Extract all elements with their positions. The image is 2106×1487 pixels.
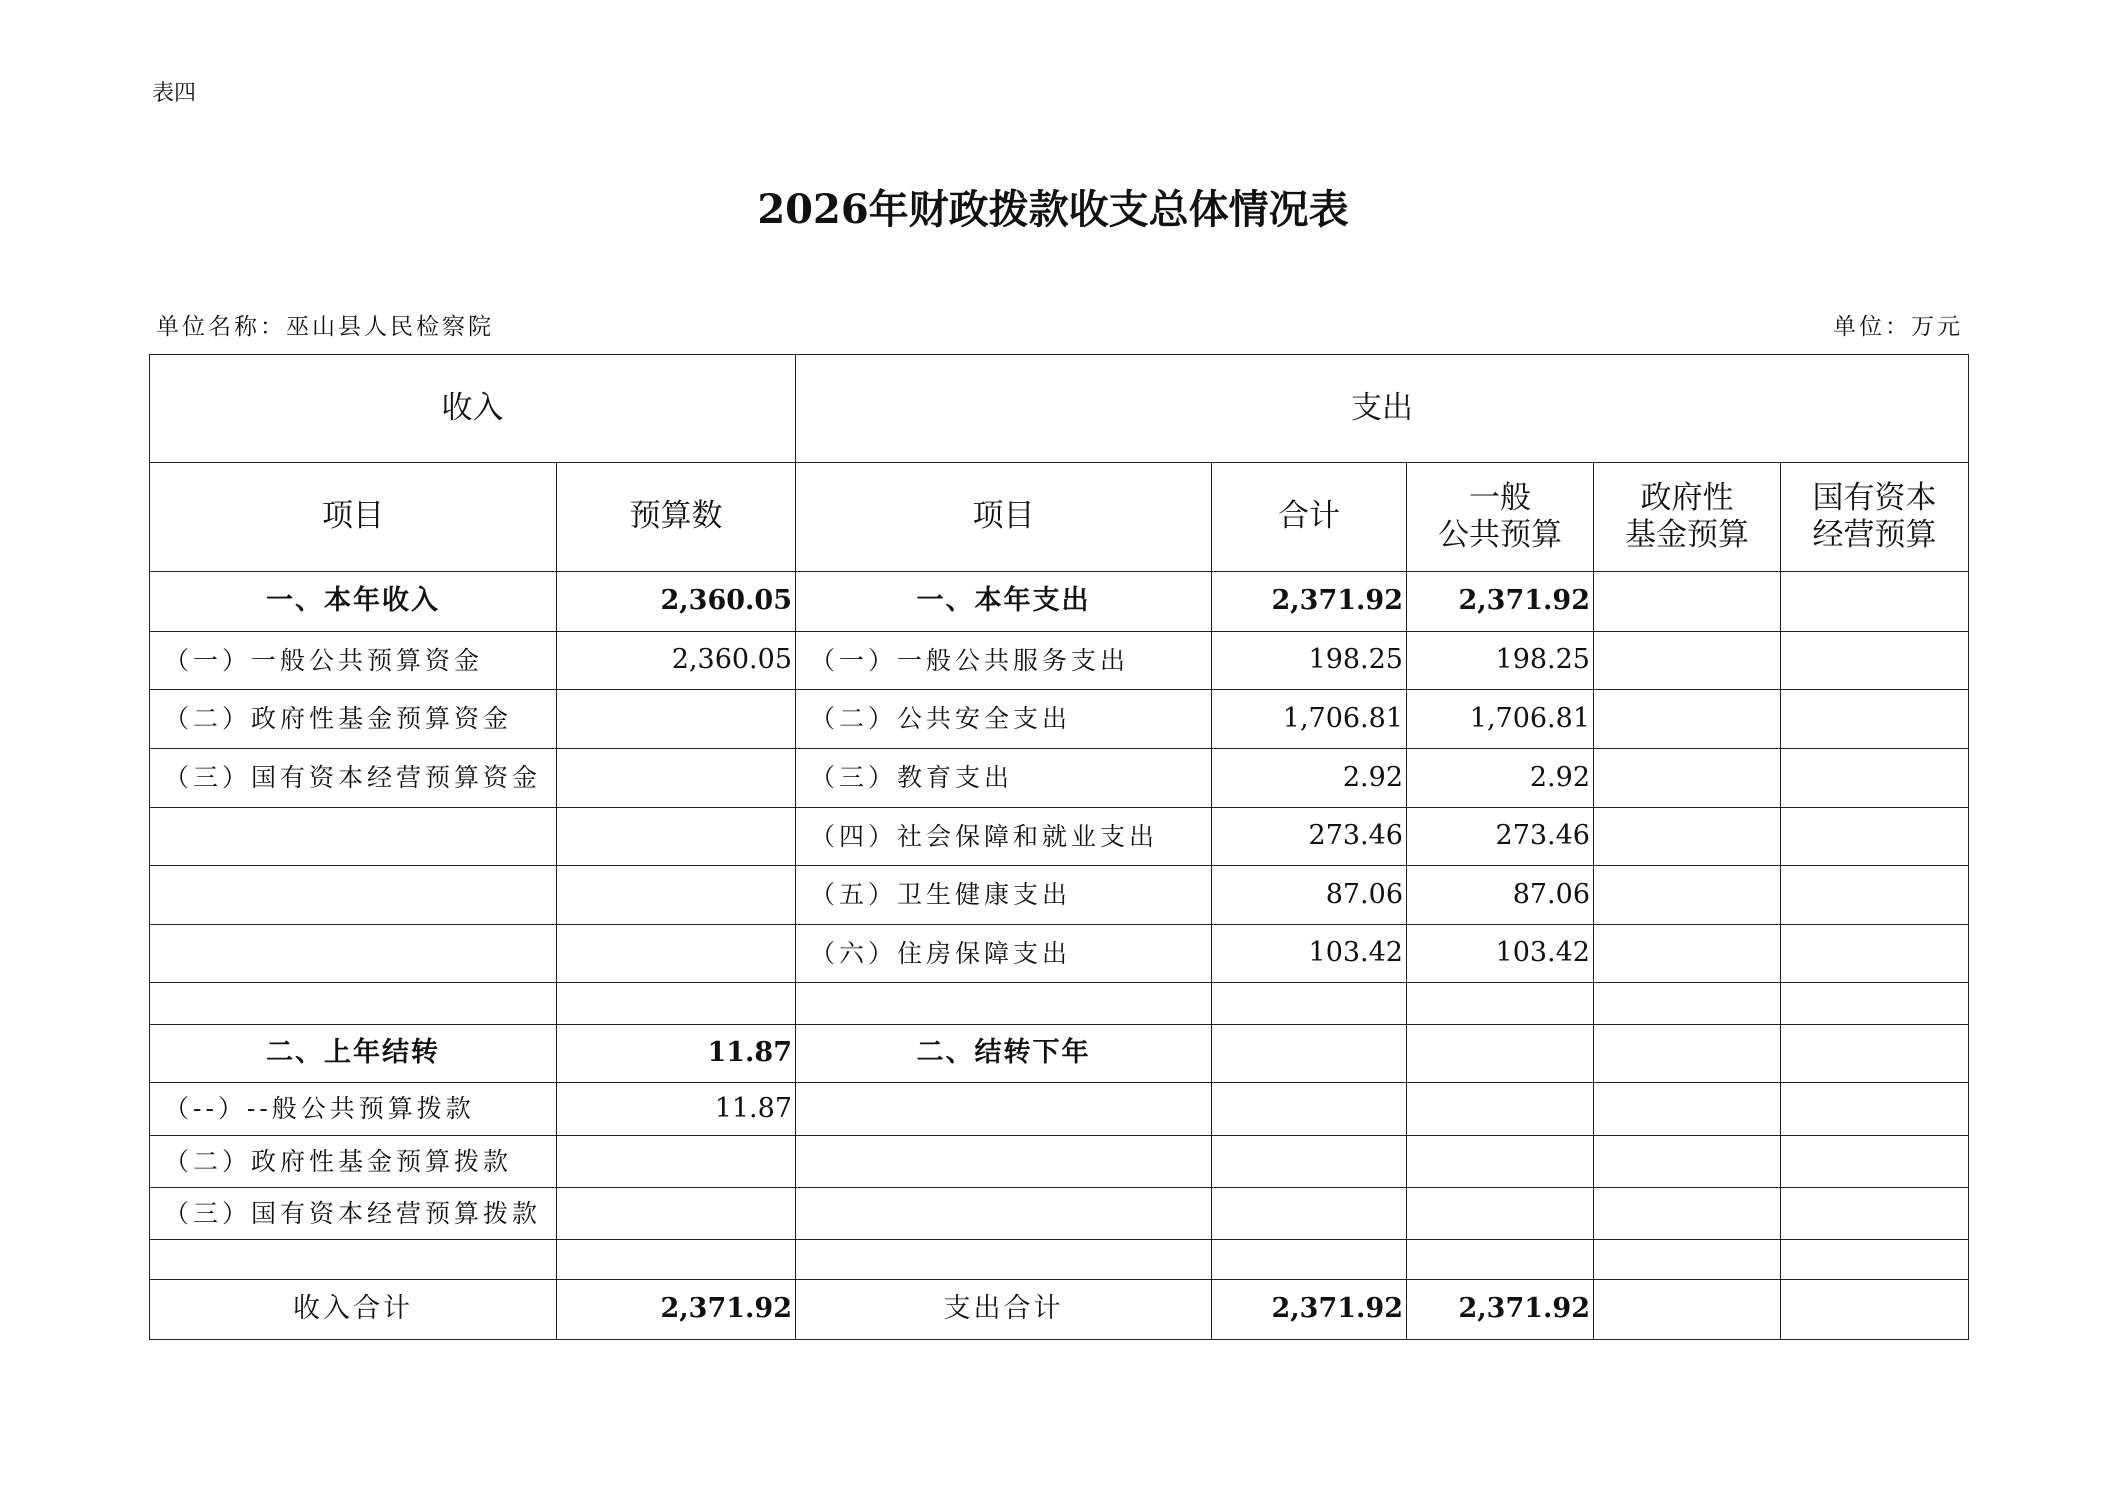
expense-total-cell xyxy=(1212,983,1407,1025)
income-amount-cell xyxy=(557,749,796,808)
income-item-cell xyxy=(150,866,557,925)
expense-state-capital-cell xyxy=(1781,1025,1969,1083)
table-row xyxy=(150,749,1969,808)
income-item-cell xyxy=(150,925,557,983)
expense-item-cell: （六）住房保障支出 xyxy=(796,925,1212,983)
expense-total-cell: 1,706.81 xyxy=(1212,690,1407,749)
table-row xyxy=(150,808,1969,866)
expense-general-cell xyxy=(1407,983,1594,1025)
expense-gov-fund-cell xyxy=(1594,808,1781,866)
expense-header: 支出 xyxy=(796,355,1969,463)
income-item-cell xyxy=(150,808,557,866)
expense-item-cell xyxy=(796,983,1212,1025)
income-amount-cell xyxy=(557,925,796,983)
expense-item-cell: 一、本年支出 xyxy=(796,572,1212,632)
income-amount-cell xyxy=(557,1240,796,1280)
expense-general-cell: 273.46 xyxy=(1407,808,1594,866)
table-row xyxy=(150,572,1969,632)
table-row xyxy=(150,925,1969,983)
expense-total-amount: 2,371.92 xyxy=(1212,1280,1407,1340)
expense-item-cell: 二、结转下年 xyxy=(796,1025,1212,1083)
expense-item-cell xyxy=(796,1188,1212,1240)
expense-total-cell: 103.42 xyxy=(1212,925,1407,983)
expense-total-cell: 2.92 xyxy=(1212,749,1407,808)
unit-measure: 单位：万元 xyxy=(1833,314,1963,340)
income-amount-cell: 2,360.05 xyxy=(557,632,796,690)
expense-state-capital-cell xyxy=(1781,572,1969,632)
expense-gov-fund-cell xyxy=(1594,1240,1781,1280)
document-title: 2026年财政拨款收支总体情况表 xyxy=(757,186,1349,233)
income-amount-cell xyxy=(557,808,796,866)
income-budget-header: 预算数 xyxy=(557,463,796,572)
income-item-cell: （二）政府性基金预算拨款 xyxy=(150,1136,557,1188)
expense-gov-fund-cell xyxy=(1594,690,1781,749)
income-amount-cell xyxy=(557,983,796,1025)
expense-general-cell: 2.92 xyxy=(1407,749,1594,808)
expense-item-cell: （二）公共安全支出 xyxy=(796,690,1212,749)
table-row xyxy=(150,632,1969,690)
income-amount-cell: 11.87 xyxy=(557,1083,796,1136)
expense-general-cell: 103.42 xyxy=(1407,925,1594,983)
expense-state-capital-cell xyxy=(1781,690,1969,749)
expense-state-capital-cell xyxy=(1781,632,1969,690)
group-header-row xyxy=(150,355,1969,463)
income-item-cell xyxy=(150,983,557,1025)
expense-item-cell: （一）一般公共服务支出 xyxy=(796,632,1212,690)
unit-name: 单位名称：巫山县人民检察院 xyxy=(156,314,494,340)
expense-general-cell: 1,706.81 xyxy=(1407,690,1594,749)
expense-state-capital-cell xyxy=(1781,808,1969,866)
expense-general-cell xyxy=(1407,1188,1594,1240)
table-row xyxy=(150,1188,1969,1240)
expense-total-cell: 87.06 xyxy=(1212,866,1407,925)
table-row xyxy=(150,1136,1969,1188)
expense-total-cell xyxy=(1212,1240,1407,1280)
expense-gov-fund-cell xyxy=(1594,866,1781,925)
expense-general-cell: 198.25 xyxy=(1407,632,1594,690)
expense-state-capital-total xyxy=(1781,1280,1969,1340)
income-item-cell: 二、上年结转 xyxy=(150,1025,557,1083)
totals-row xyxy=(150,1280,1969,1340)
income-amount-cell: 11.87 xyxy=(557,1025,796,1083)
table-row xyxy=(150,1025,1969,1083)
income-item-cell xyxy=(150,1240,557,1280)
income-amount-cell: 2,360.05 xyxy=(557,572,796,632)
income-item-cell: 一、本年收入 xyxy=(150,572,557,632)
expense-item-cell: （五）卫生健康支出 xyxy=(796,866,1212,925)
expense-general-cell xyxy=(1407,1136,1594,1188)
income-total-amount: 2,371.92 xyxy=(557,1280,796,1340)
expense-item-cell: （三）教育支出 xyxy=(796,749,1212,808)
table-row xyxy=(150,983,1969,1025)
expense-gov-fund-cell xyxy=(1594,1025,1781,1083)
expense-total-cell xyxy=(1212,1136,1407,1188)
expense-gov-fund-cell xyxy=(1594,749,1781,808)
expense-state-capital-cell xyxy=(1781,1240,1969,1280)
expense-total-cell: 198.25 xyxy=(1212,632,1407,690)
income-item-header: 项目 xyxy=(150,463,557,572)
table-label: 表四 xyxy=(152,81,197,106)
income-item-cell: （三）国有资本经营预算拨款 xyxy=(150,1188,557,1240)
expense-gov-fund-cell xyxy=(1594,925,1781,983)
expense-general-total: 2,371.92 xyxy=(1407,1280,1594,1340)
budget-table xyxy=(149,354,1969,1340)
expense-general-cell: 2,371.92 xyxy=(1407,572,1594,632)
income-item-cell: （--）--般公共预算拨款 xyxy=(150,1083,557,1136)
general-budget-header: 一般 公共预算 xyxy=(1407,463,1594,572)
expense-general-cell xyxy=(1407,1083,1594,1136)
expense-total-cell xyxy=(1212,1083,1407,1136)
income-amount-cell xyxy=(557,1188,796,1240)
gov-fund-budget-header: 政府性 基金预算 xyxy=(1594,463,1781,572)
income-item-cell: （二）政府性基金预算资金 xyxy=(150,690,557,749)
table-row xyxy=(150,690,1969,749)
expense-state-capital-cell xyxy=(1781,1083,1969,1136)
table-row xyxy=(150,866,1969,925)
expense-general-cell xyxy=(1407,1240,1594,1280)
expense-state-capital-cell xyxy=(1781,749,1969,808)
expense-item-cell xyxy=(796,1240,1212,1280)
income-item-cell: （三）国有资本经营预算资金 xyxy=(150,749,557,808)
expense-gov-fund-cell xyxy=(1594,632,1781,690)
expense-general-cell: 87.06 xyxy=(1407,866,1594,925)
income-amount-cell xyxy=(557,866,796,925)
expense-gov-fund-cell xyxy=(1594,983,1781,1025)
expense-state-capital-cell xyxy=(1781,1188,1969,1240)
expense-total-cell: 273.46 xyxy=(1212,808,1407,866)
expense-item-cell xyxy=(796,1083,1212,1136)
table-row xyxy=(150,1083,1969,1136)
income-amount-cell xyxy=(557,1136,796,1188)
expense-gov-fund-cell xyxy=(1594,1188,1781,1240)
income-header: 收入 xyxy=(150,355,796,463)
income-amount-cell xyxy=(557,690,796,749)
income-total-label: 收入合计 xyxy=(150,1280,557,1340)
expense-gov-fund-cell xyxy=(1594,1136,1781,1188)
expense-gov-fund-cell xyxy=(1594,1083,1781,1136)
expense-item-cell: （四）社会保障和就业支出 xyxy=(796,808,1212,866)
expense-state-capital-cell xyxy=(1781,1136,1969,1188)
expense-item-header: 项目 xyxy=(796,463,1212,572)
income-item-cell: （一）一般公共预算资金 xyxy=(150,632,557,690)
expense-state-capital-cell xyxy=(1781,983,1969,1025)
expense-state-capital-cell xyxy=(1781,925,1969,983)
expense-item-cell xyxy=(796,1136,1212,1188)
expense-gov-fund-cell xyxy=(1594,572,1781,632)
table-row xyxy=(150,1240,1969,1280)
state-capital-budget-header: 国有资本 经营预算 xyxy=(1781,463,1969,572)
expense-gov-fund-total xyxy=(1594,1280,1781,1340)
expense-general-cell xyxy=(1407,1025,1594,1083)
expense-total-cell xyxy=(1212,1025,1407,1083)
column-header-row xyxy=(150,463,1969,572)
expense-total-label: 支出合计 xyxy=(796,1280,1212,1340)
expense-total-cell: 2,371.92 xyxy=(1212,572,1407,632)
expense-total-header: 合计 xyxy=(1212,463,1407,572)
expense-total-cell xyxy=(1212,1188,1407,1240)
expense-state-capital-cell xyxy=(1781,866,1969,925)
